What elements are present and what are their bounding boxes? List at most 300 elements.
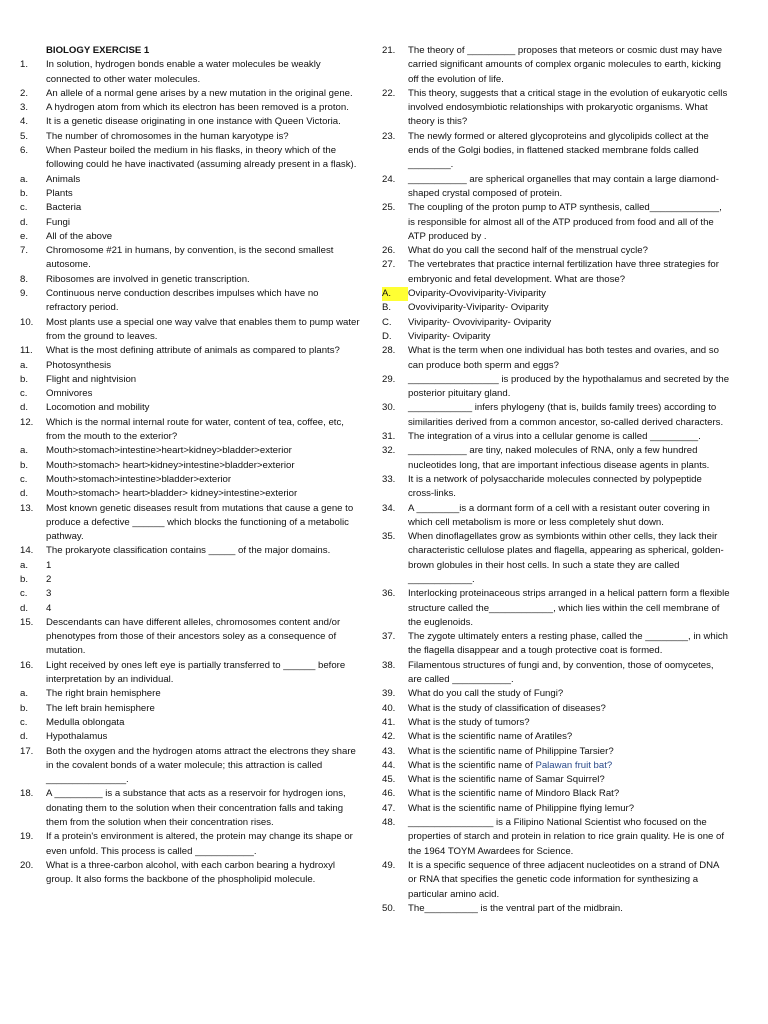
item-text (46, 130, 360, 144)
item-text (46, 859, 360, 888)
question-item (382, 530, 730, 587)
item-text (408, 287, 730, 301)
item-text-main: The right brain hemisphere (46, 688, 161, 700)
item-text-main: A ________is a dormant form of a cell with a resistant outer covering in which cell metabolism is more or less completely shut down. (408, 502, 710, 528)
item-text (46, 416, 360, 445)
item-text-main: Which is the normal internal route for water, content of tea, coffee, etc, from the mouth to the exterior? (46, 416, 344, 443)
question-item (382, 816, 730, 859)
item-text (408, 502, 730, 531)
item-number: 18. (20, 788, 34, 800)
item-text (408, 344, 730, 373)
item-text-main: Oviparity-Ovoviviparity-Viviparity (408, 288, 546, 300)
question-item (20, 316, 360, 345)
question-item (20, 130, 360, 144)
question-item (20, 745, 360, 788)
item-text-main: In solution, hydrogen bonds enable a water molecules be weakly connected to other water molecules. (46, 59, 321, 85)
question-item (382, 344, 730, 373)
item-text-main: Bacteria (46, 202, 82, 214)
question-item (20, 502, 360, 545)
item-text-main: This theory, suggests that a critical stage in the evolution of eukaryotic cells involved endosymbiotic relationships with prokaryotic organisms. What theory is this? (408, 87, 728, 128)
item-text-main: Descendants can have different alleles, chromosomes content and/or phenotypes from those of their ancestors soley as a consequence of mutation. (46, 616, 341, 657)
item-number: 47. (382, 802, 396, 814)
item-number: 40. (382, 702, 396, 714)
item-number: 29. (382, 373, 396, 385)
item-text-main: Photosynthesis (46, 359, 112, 371)
item-text (46, 273, 360, 287)
item-text (408, 802, 730, 816)
item-number: 42. (382, 731, 396, 743)
question-item (382, 401, 730, 430)
item-text-main: Filamentous structures of fungi and, by convention, those of oomycetes, are called ___________. (408, 659, 714, 686)
question-item (20, 144, 360, 173)
item-text-main: Most known genetic diseases result from mutations that cause a gene to produce a defective ______ which blocks the functioning of a metabolic pathway. (46, 502, 354, 543)
item-text (46, 444, 360, 458)
item-number: 37. (382, 631, 396, 643)
question-item (382, 444, 730, 473)
right-question-list (382, 44, 730, 916)
item-text-highlight: Palawan fruit bat? (535, 759, 613, 771)
question-item (20, 716, 360, 730)
item-number: 41. (382, 716, 396, 728)
question-item (20, 344, 360, 358)
item-text-main: ____________ infers phylogeny (that is, builds family trees) according to similarities derived from a common ancestor, so-called derived characters. (408, 402, 724, 428)
item-text (408, 201, 730, 244)
item-text (46, 87, 360, 101)
item-text-main: ________________ is a Filipino National Scientist who focused on the properties of starch and protein in relation to rice grain quality. He is one of the 1964 TOYM Awardees for Science. (408, 817, 725, 857)
item-number: 2. (20, 87, 29, 99)
question-item (382, 630, 730, 659)
item-text-main: Medulla oblongata (46, 716, 125, 728)
item-number: d. (20, 402, 29, 414)
question-item (382, 659, 730, 688)
item-text-main: Ovoviviparity-Viviparity- Oviparity (408, 302, 549, 314)
item-text-main: Locomotion and mobility (46, 402, 150, 414)
item-text (46, 616, 360, 659)
item-text-main: Hypothalamus (46, 731, 108, 743)
item-number: 19. (20, 831, 34, 843)
item-text-main: _________________ is produced by the hypothalamus and secreted by the posterior pituitary gland. (408, 373, 730, 400)
question-item (20, 115, 360, 129)
item-number: b. (20, 373, 29, 385)
item-text (408, 430, 730, 444)
item-text (408, 630, 730, 659)
question-item (20, 616, 360, 659)
question-item (382, 244, 730, 258)
item-text (46, 373, 360, 387)
question-item (20, 602, 360, 616)
question-item (20, 416, 360, 445)
item-text-main: What is the scientific name of Mindoro Black Rat? (408, 788, 620, 800)
question-item (382, 301, 730, 315)
question-item (382, 316, 730, 330)
item-number: A. (382, 287, 408, 301)
item-text (46, 459, 360, 473)
item-text-main: Most plants use a special one way valve that enables them to pump water from the ground to leaves. (46, 316, 360, 342)
item-number: d. (20, 602, 29, 614)
item-text (408, 401, 730, 430)
item-text-main: Fungi (46, 216, 70, 228)
item-number: c. (20, 473, 28, 485)
item-number: 10. (20, 316, 34, 328)
question-item (382, 330, 730, 344)
item-number: 36. (382, 588, 396, 600)
question-item (382, 759, 730, 773)
question-item (382, 702, 730, 716)
item-text-main: 4 (46, 602, 52, 614)
item-text-main: What is the most defining attribute of animals as compared to plants? (46, 345, 340, 357)
item-number: a. (20, 559, 29, 571)
item-number: d. (20, 488, 29, 500)
item-number: c. (20, 588, 28, 600)
question-item (382, 44, 730, 87)
item-text-main: It is a genetic disease originating in one instance with Queen Victoria. (46, 116, 341, 128)
item-text-main: 1 (46, 559, 52, 571)
item-text (46, 730, 360, 744)
item-text-main: When Pasteur boiled the medium in his flasks, in theory which of the following could he have inactivated (assuming already present in a flask). (46, 145, 357, 171)
item-text (46, 316, 360, 345)
question-item (20, 559, 360, 573)
question-item (382, 201, 730, 244)
item-number: 46. (382, 788, 396, 800)
item-number: 16. (20, 659, 34, 671)
item-text-main: Chromosome #21 in humans, by convention, is the second smallest autosome. (46, 245, 334, 271)
item-text-main: What do you call the study of Fungi? (408, 688, 564, 700)
item-number: 22. (382, 87, 396, 99)
item-text-main: The coupling of the proton pump to ATP synthesis, called_____________, is responsible for almost all of the ATP produced from food and all of the ATP produced by . (408, 202, 722, 242)
item-text (46, 573, 360, 587)
item-number: e. (20, 230, 29, 242)
item-number: 32. (382, 445, 396, 457)
item-text (46, 115, 360, 129)
question-item (382, 473, 730, 502)
item-text-main: An allele of a normal gene arises by a new mutation in the original gene. (46, 87, 353, 99)
question-item (20, 273, 360, 287)
item-text-main: What is the scientific name of Aratiles? (408, 731, 573, 743)
item-text (408, 716, 730, 730)
item-text-main: What is the study of classification of diseases? (408, 702, 606, 714)
item-text (46, 216, 360, 230)
question-item (382, 258, 730, 287)
question-item (382, 502, 730, 531)
item-number: B. (382, 302, 392, 314)
question-item (382, 287, 730, 301)
item-text (46, 287, 360, 316)
item-number: 43. (382, 745, 396, 757)
item-text-main: Mouth>stomach>intestine>heart>kidney>bladder>exterior (46, 445, 292, 457)
item-number: a. (20, 688, 29, 700)
document-title: BIOLOGY EXERCISE 1 (46, 45, 150, 56)
question-item (20, 859, 360, 888)
question-item (20, 473, 360, 487)
question-item (20, 730, 360, 744)
question-item (20, 373, 360, 387)
item-text (408, 87, 730, 130)
item-number: D. (382, 330, 392, 342)
item-number: 24. (382, 173, 396, 185)
right-column (382, 44, 730, 916)
item-number: 14. (20, 545, 34, 557)
item-text (46, 344, 360, 358)
item-text-main: The integration of a virus into a cellular genome is called _________. (408, 431, 701, 443)
item-text-main: Mouth>stomach>intestine>bladder>exterior (46, 473, 232, 485)
item-text-main: It is a network of polysaccharide molecules connected by polypeptide cross-links. (408, 473, 702, 500)
item-text (408, 659, 730, 688)
item-text-main: Ribosomes are involved in genetic transcription. (46, 273, 250, 285)
item-text (408, 587, 730, 630)
item-number: b. (20, 702, 29, 714)
item-number: 8. (20, 273, 29, 285)
item-text (46, 387, 360, 401)
item-text (46, 359, 360, 373)
item-text-main: All of the above (46, 230, 113, 242)
item-number: 23. (382, 130, 396, 142)
item-number: 31. (382, 431, 396, 443)
item-number: 34. (382, 502, 396, 514)
item-number: 4. (20, 116, 29, 128)
item-number: 48. (382, 817, 396, 829)
item-number: 1. (20, 59, 29, 71)
question-item (20, 359, 360, 373)
item-text-main: What is the scientific name of Philippine flying lemur? (408, 802, 635, 814)
question-item (20, 687, 360, 701)
item-text (46, 559, 360, 573)
item-text-main: What is the scientific name of Samar Squirrel? (408, 774, 605, 786)
question-item (20, 830, 360, 859)
item-text (408, 130, 730, 173)
item-text-main: It is a specific sequence of three adjacent nucleotides on a strand of DNA or RNA that specifies the genetic code information for synthesizing a particular amino acid. (408, 859, 719, 900)
item-text-main: What is the term when one individual has both testes and ovaries, and so can produce both sperm and eggs? (408, 345, 719, 371)
item-text (408, 687, 730, 701)
item-number: c. (20, 716, 28, 728)
item-text-main: 2 (46, 573, 52, 585)
item-text-main: 3 (46, 588, 52, 600)
item-text (408, 473, 730, 502)
item-number: 38. (382, 659, 396, 671)
question-item (382, 587, 730, 630)
item-number: 49. (382, 859, 396, 871)
item-number: 13. (20, 502, 34, 514)
item-text (46, 244, 360, 273)
question-item (20, 401, 360, 415)
item-number: 44. (382, 759, 396, 771)
item-text-main: Omnivores (46, 388, 93, 400)
item-number: 28. (382, 345, 396, 357)
item-text-main: Flight and nightvision (46, 373, 137, 385)
item-number: a. (20, 173, 29, 185)
item-text (408, 173, 730, 202)
item-text-main: What is a three-carbon alcohol, with each carbon bearing a hydroxyl group. It also forms the backbone of the phospholipid molecule. (46, 859, 336, 886)
item-text-main: The vertebrates that practice internal fertilization have three strategies for embryonic and fetal development. What are those? (408, 259, 719, 285)
item-number: b. (20, 573, 29, 585)
item-text-main: Viviparity- Ovoviviparity- Oviparity (408, 316, 552, 328)
question-item (20, 216, 360, 230)
item-text (408, 816, 730, 859)
item-text (408, 730, 730, 744)
item-text-main: Continuous nerve conduction describes impulses which have no refractory period. (46, 288, 319, 314)
item-number: b. (20, 459, 29, 471)
item-text (408, 258, 730, 287)
item-text (46, 745, 360, 788)
item-text-main: Mouth>stomach> heart>kidney>intestine>bladder>exterior (46, 459, 295, 471)
question-item (382, 859, 730, 902)
question-item (20, 573, 360, 587)
item-number: 27. (382, 259, 396, 271)
item-text-main: Plants (46, 187, 73, 199)
item-text (408, 759, 730, 773)
question-item (20, 587, 360, 601)
question-item (382, 687, 730, 701)
item-number: C. (382, 316, 392, 328)
item-text-main: When dinoflagellates grow as symbionts within other cells, they lack their characteristic cellulose plates and flagella, appearing as spherical, golden-brown globules in their host cells. In such a state they are called ____________. (408, 531, 724, 585)
item-text (46, 659, 360, 688)
question-item (382, 773, 730, 787)
item-text-main: Light received by ones left eye is partially transferred to ______ before interpretation by an individual. (46, 659, 346, 686)
item-text-main: The__________ is the ventral part of the midbrain. (408, 902, 623, 914)
item-text-main: If a protein's environment is altered, the protein may change its shape or even unfold. This process is called ___________. (46, 831, 353, 857)
question-item (20, 387, 360, 401)
question-item (382, 173, 730, 202)
item-number: 33. (382, 473, 396, 485)
item-number: b. (20, 187, 29, 199)
item-text-main: Animals (46, 173, 81, 185)
item-number: c. (20, 202, 28, 214)
item-number: 12. (20, 416, 34, 428)
item-number: 30. (382, 402, 396, 414)
item-number: a. (20, 445, 29, 457)
item-text-main: The number of chromosomes in the human karyotype is? (46, 130, 289, 142)
item-text (408, 745, 730, 759)
item-number: 50. (382, 902, 396, 914)
question-item (20, 459, 360, 473)
item-number: 35. (382, 531, 396, 543)
item-number: 17. (20, 745, 34, 757)
item-text (46, 830, 360, 859)
question-item (20, 287, 360, 316)
item-number: 5. (20, 130, 29, 142)
question-item (382, 716, 730, 730)
item-text (408, 330, 730, 344)
item-text (408, 530, 730, 587)
item-text-main: The left brain hemisphere (46, 702, 155, 714)
item-text-main: What do you call the second half of the menstrual cycle? (408, 245, 648, 257)
item-text-main: A _________ is a substance that acts as a reservoir for hydrogen ions, donating them to the solution when their concentration falls and taking them from the solution when their concentration rises. (46, 788, 346, 829)
question-item (382, 902, 730, 916)
item-text-main: What is the study of tumors? (408, 716, 530, 728)
question-item (20, 58, 360, 87)
question-item (382, 130, 730, 173)
question-item (20, 201, 360, 215)
item-text (46, 687, 360, 701)
item-text-main: A hydrogen atom from which its electron has been removed is a proton. (46, 102, 349, 114)
item-text-main: What is the scientific name of (408, 759, 536, 771)
question-item (20, 787, 360, 830)
question-item (20, 101, 360, 115)
item-text (408, 373, 730, 402)
question-item (382, 373, 730, 402)
item-number: 21. (382, 45, 396, 56)
item-number: 15. (20, 616, 34, 628)
item-number: d. (20, 731, 29, 743)
question-item (20, 173, 360, 187)
item-number: 39. (382, 688, 396, 700)
question-item (20, 230, 360, 244)
question-item (382, 87, 730, 130)
question-item (382, 787, 730, 801)
item-text (408, 244, 730, 258)
item-text (46, 487, 360, 501)
left-question-list (20, 58, 360, 887)
item-number: 9. (20, 288, 29, 300)
item-number: 6. (20, 145, 29, 157)
question-item (382, 730, 730, 744)
item-text (408, 444, 730, 473)
item-number: 25. (382, 202, 396, 214)
item-text (408, 859, 730, 902)
item-text (46, 144, 360, 173)
item-text-main: The prokaryote classification contains _____ of the major domains. (46, 545, 331, 557)
item-text (408, 316, 730, 330)
item-text (46, 602, 360, 616)
item-text (46, 702, 360, 716)
item-text (408, 702, 730, 716)
item-number: 7. (20, 245, 29, 257)
item-number: d. (20, 216, 29, 228)
item-text (46, 502, 360, 545)
question-item (20, 187, 360, 201)
item-text (46, 201, 360, 215)
item-text (408, 773, 730, 787)
question-item (20, 444, 360, 458)
item-text (46, 544, 360, 558)
left-column (20, 44, 360, 888)
item-text (408, 44, 730, 87)
item-text-main: The newly formed or altered glycoproteins and glycolipids collect at the ends of the Golgi bodies, in flattened stacked membrane folds called ________. (408, 130, 709, 171)
question-item (20, 244, 360, 273)
item-text-main: ___________ are tiny, naked molecules of RNA, only a few hundred nucleotides long, that are important infectious disease agents in plants. (408, 445, 710, 471)
question-item (382, 802, 730, 816)
question-item (382, 430, 730, 444)
question-item (382, 745, 730, 759)
item-number: 20. (20, 859, 34, 871)
item-number: 3. (20, 102, 29, 114)
item-text (46, 101, 360, 115)
item-text (408, 787, 730, 801)
item-text (46, 187, 360, 201)
item-number: a. (20, 359, 29, 371)
item-number: 11. (20, 345, 33, 357)
item-text-main: The zygote ultimately enters a resting phase, called the ________, in which the flagella disappear and a tough protective coat is formed. (408, 631, 728, 657)
question-item (20, 659, 360, 688)
item-text (46, 787, 360, 830)
item-text-main: Interlocking proteinaceous strips arranged in a helical pattern form a flexible structure called the____________, which lies within the cell membrane of the euglenoids. (408, 588, 730, 628)
item-text (46, 173, 360, 187)
item-text (46, 587, 360, 601)
item-text (46, 473, 360, 487)
item-text-main: What is the scientific name of Philippine Tarsier? (408, 745, 614, 757)
item-number: 45. (382, 774, 396, 786)
item-text-main: Both the oxygen and the hydrogen atoms attract the electrons they share in the covalent bonds of a water molecule; this attraction is called _______________. (46, 745, 356, 786)
question-item (20, 544, 360, 558)
question-item (20, 702, 360, 716)
item-text (46, 716, 360, 730)
item-text-main: ___________ are spherical organelles that may contain a large diamond-shaped crystal composed of protein. (408, 173, 719, 199)
item-text-main: Mouth>stomach> heart>bladder> kidney>intestine>exterior (46, 488, 298, 500)
question-item (20, 487, 360, 501)
item-number: 26. (382, 245, 396, 257)
question-item (20, 87, 360, 101)
item-text (408, 902, 730, 916)
item-number: c. (20, 388, 28, 400)
